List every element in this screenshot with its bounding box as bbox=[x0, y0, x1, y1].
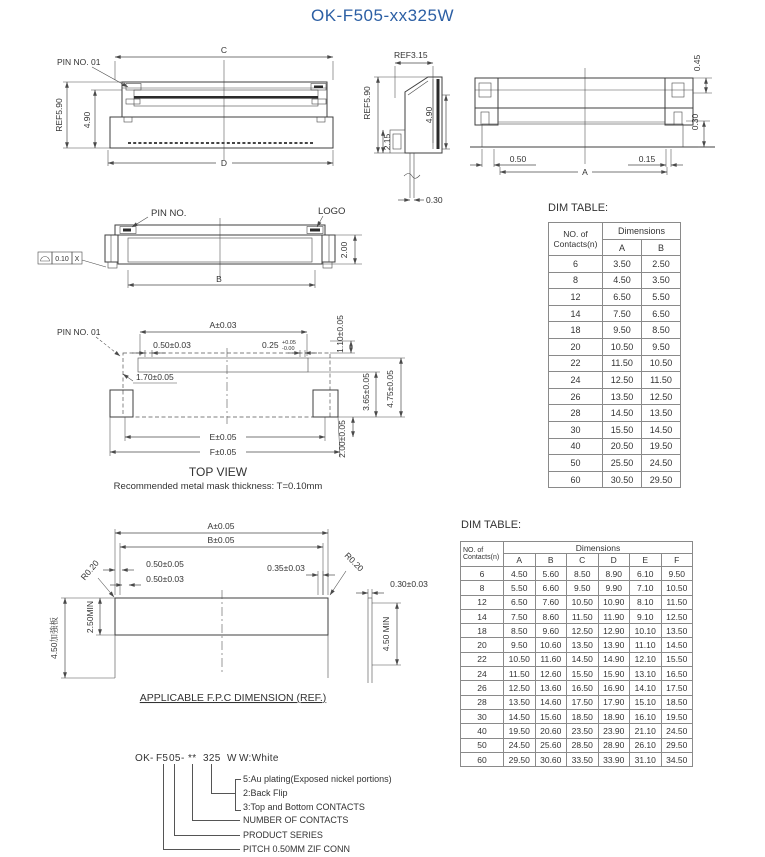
dim-label-030: 0.30 bbox=[426, 195, 443, 205]
table-cell: 4.50 bbox=[603, 272, 642, 289]
table-row bbox=[549, 289, 681, 306]
fpc-dimensions bbox=[49, 521, 428, 678]
pin-no-01-label: PIN NO. 01 bbox=[57, 57, 101, 67]
table-cell: 13.10 bbox=[630, 667, 662, 681]
bottom-view-dimensions bbox=[470, 54, 712, 177]
table-cell: 12.50 bbox=[504, 681, 536, 695]
table-cell: 50 bbox=[549, 455, 603, 472]
table-cell: 19.50 bbox=[661, 709, 693, 723]
table-cell: 8.90 bbox=[598, 567, 630, 581]
table-cell: 11.50 bbox=[603, 355, 642, 372]
front-view-dimensions bbox=[54, 45, 333, 168]
table-cell: 10.50 bbox=[567, 595, 599, 609]
bottom-view-drawing bbox=[470, 50, 765, 180]
table-row bbox=[461, 695, 693, 709]
top-view-body bbox=[110, 348, 338, 424]
table-cell: 9.50 bbox=[642, 338, 681, 355]
table-cell: 30 bbox=[461, 709, 504, 723]
table-cell: 9.50 bbox=[661, 567, 693, 581]
dim-label-025: 0.25 bbox=[262, 340, 279, 350]
column-header-b: B bbox=[535, 554, 567, 567]
pn-bracket bbox=[235, 779, 241, 811]
dim-label-215: 2.15 bbox=[382, 133, 392, 151]
table-cell: 24 bbox=[549, 372, 603, 389]
table-cell: 14.50 bbox=[504, 709, 536, 723]
table-cell: 25.60 bbox=[535, 738, 567, 752]
table-cell: 12 bbox=[549, 289, 603, 306]
dim-label-a: A bbox=[582, 167, 588, 177]
table-cell: 29.50 bbox=[504, 752, 536, 766]
dim-label-490: 4.90 bbox=[424, 106, 434, 124]
flatness-datum: X bbox=[74, 256, 80, 263]
top-view-captions bbox=[114, 465, 323, 492]
table-cell: 14.90 bbox=[598, 652, 630, 666]
dim-label-a: A±0.05 bbox=[207, 521, 235, 531]
table-cell: 10.60 bbox=[535, 638, 567, 652]
pn-callout-backflip: 2:Back Flip bbox=[243, 788, 288, 798]
table-cell: 19.50 bbox=[642, 438, 681, 455]
dim-label-030: 0.30±0.03 bbox=[390, 579, 428, 589]
table-cell: 12.50 bbox=[642, 388, 681, 405]
dim-table-1 bbox=[548, 222, 681, 488]
table-cell: 10.90 bbox=[598, 595, 630, 609]
column-header-c: C bbox=[567, 554, 599, 567]
table-row bbox=[549, 438, 681, 455]
dim-label-050a: 0.50±0.05 bbox=[146, 559, 184, 569]
table-cell: 6.10 bbox=[630, 567, 662, 581]
table-cell: 28.90 bbox=[598, 738, 630, 752]
table-cell: 8 bbox=[549, 272, 603, 289]
table-cell: 15.50 bbox=[567, 667, 599, 681]
dim-label-ref590: REF5.90 bbox=[54, 98, 64, 132]
table-cell: 15.90 bbox=[598, 667, 630, 681]
table-cell: 11.60 bbox=[535, 652, 567, 666]
table-cell: 33.90 bbox=[598, 752, 630, 766]
pn-segment-325: 325 bbox=[203, 753, 221, 764]
table-row bbox=[549, 355, 681, 372]
table-row bbox=[549, 471, 681, 488]
table-row bbox=[461, 595, 693, 609]
pn-color-note: W:White bbox=[239, 753, 279, 764]
table-row bbox=[461, 752, 693, 766]
dim-label-365: 3.65±0.05 bbox=[361, 373, 371, 411]
table-cell: 60 bbox=[549, 471, 603, 488]
contacts-header-line1: NO. of bbox=[563, 229, 588, 239]
dim-label-030: 0.30 bbox=[690, 113, 700, 131]
table-row bbox=[461, 581, 693, 595]
flatness-callout bbox=[38, 252, 106, 267]
top-view-drawing bbox=[40, 312, 415, 492]
table-cell: 17.50 bbox=[661, 681, 693, 695]
rear-view-drawing bbox=[30, 200, 375, 300]
table-cell: 13.50 bbox=[603, 388, 642, 405]
table-cell: 11.50 bbox=[661, 595, 693, 609]
table-cell: 30 bbox=[549, 421, 603, 438]
table-cell: 50 bbox=[461, 738, 504, 752]
table-cell: 23.50 bbox=[567, 724, 599, 738]
bottom-view-body bbox=[470, 68, 715, 164]
table-cell: 22 bbox=[461, 652, 504, 666]
table-row bbox=[549, 421, 681, 438]
table-cell: 3.50 bbox=[642, 272, 681, 289]
dim-label-c: C bbox=[220, 45, 228, 55]
table-row bbox=[461, 724, 693, 738]
table-cell: 18.90 bbox=[598, 709, 630, 723]
table-cell: 25.50 bbox=[603, 455, 642, 472]
table-cell: 14.50 bbox=[661, 638, 693, 652]
table-cell: 8.60 bbox=[535, 609, 567, 623]
table-cell: 13.90 bbox=[598, 638, 630, 652]
page-title: OK-F505-xx325W bbox=[310, 6, 455, 25]
table-cell: 14.50 bbox=[642, 421, 681, 438]
table-cell: 18.50 bbox=[661, 695, 693, 709]
pn-callout-pitch: PITCH 0.50MM ZIF CONN bbox=[243, 844, 351, 854]
pn-segment-prefix: OK- bbox=[135, 753, 154, 764]
table-cell: 12.90 bbox=[598, 624, 630, 638]
table-cell: 30.60 bbox=[535, 752, 567, 766]
table-cell: 24.50 bbox=[642, 455, 681, 472]
table-cell: 12 bbox=[461, 595, 504, 609]
group-header-dimensions: Dimensions bbox=[504, 542, 693, 554]
table-cell: 11.50 bbox=[567, 609, 599, 623]
table-cell: 24 bbox=[461, 667, 504, 681]
table-cell: 9.50 bbox=[504, 638, 536, 652]
table-row bbox=[549, 455, 681, 472]
table-row bbox=[461, 681, 693, 695]
dim-label-a: A±0.03 bbox=[209, 320, 237, 330]
pn-leader-325 bbox=[211, 764, 236, 794]
table-cell: 6.60 bbox=[535, 581, 567, 595]
table-cell: 18 bbox=[461, 624, 504, 638]
dim-label-025-tol-plus: +0.05 bbox=[282, 340, 296, 346]
table-cell: 30.50 bbox=[603, 471, 642, 488]
pn-callout-number-of-contacts: NUMBER OF CONTACTS bbox=[243, 815, 349, 825]
table-cell: 13.50 bbox=[642, 405, 681, 422]
rear-view-body bbox=[105, 218, 335, 278]
table-cell: 14.50 bbox=[567, 652, 599, 666]
table-cell: 28 bbox=[461, 695, 504, 709]
table-cell: 6 bbox=[549, 256, 603, 273]
table-cell: 20 bbox=[461, 638, 504, 652]
contacts-header-line1: NO. of bbox=[463, 547, 484, 554]
table-cell: 19.50 bbox=[504, 724, 536, 738]
dim-label-050: 0.50 bbox=[509, 154, 527, 164]
table-cell: 15.50 bbox=[661, 652, 693, 666]
pn-segment-dash: - bbox=[181, 753, 185, 764]
table-row bbox=[461, 567, 693, 581]
table-cell: 8 bbox=[461, 581, 504, 595]
dim-label-ref315: REF3.15 bbox=[394, 50, 428, 60]
table-cell: 60 bbox=[461, 752, 504, 766]
contacts-header-line2: Contacts(n) bbox=[463, 554, 500, 561]
contacts-header-line2: Contacts(n) bbox=[553, 239, 598, 249]
table-cell: 9.50 bbox=[567, 581, 599, 595]
dim-label-f: F±0.05 bbox=[209, 447, 237, 457]
table-cell: 29.50 bbox=[642, 471, 681, 488]
table-cell: 20.50 bbox=[603, 438, 642, 455]
dim-table-2 bbox=[460, 541, 693, 767]
table-cell: 20.60 bbox=[535, 724, 567, 738]
table-cell: 16.50 bbox=[567, 681, 599, 695]
table-row bbox=[461, 609, 693, 623]
table-cell: 3.50 bbox=[603, 256, 642, 273]
column-header-a: A bbox=[504, 554, 536, 567]
fpc-body bbox=[115, 590, 372, 683]
table-cell: 14.60 bbox=[535, 695, 567, 709]
dim-label-250min: 2.50MIN bbox=[85, 600, 95, 634]
pin-no-01-label: PIN NO. 01 bbox=[57, 327, 101, 337]
top-view-dimensions bbox=[57, 315, 405, 458]
table-cell: 17.50 bbox=[567, 695, 599, 709]
table-cell: 5.50 bbox=[642, 289, 681, 306]
table-cell: 18 bbox=[549, 322, 603, 339]
table-cell: 7.10 bbox=[630, 581, 662, 595]
column-header-d: D bbox=[598, 554, 630, 567]
column-header-a: A bbox=[603, 240, 642, 256]
side-view-drawing bbox=[358, 48, 463, 213]
dim-label-475: 4.75±0.05 bbox=[385, 370, 395, 408]
radius-label-left: R0.20 bbox=[78, 558, 101, 582]
table-cell: 6.50 bbox=[642, 305, 681, 322]
logo-label: LOGO bbox=[318, 206, 346, 217]
column-header-contacts bbox=[549, 223, 603, 256]
rear-view-labels bbox=[132, 206, 345, 227]
table-cell: 10.50 bbox=[603, 338, 642, 355]
dim-table-2-heading: DIM TABLE: bbox=[461, 519, 522, 531]
table-cell: 14.50 bbox=[603, 405, 642, 422]
table-cell: 26 bbox=[549, 388, 603, 405]
table-row bbox=[549, 388, 681, 405]
dim-label-200: 2.00 bbox=[339, 241, 349, 259]
pn-callout-plating: 5:Au plating(Exposed nickel portions) bbox=[243, 774, 392, 784]
table-row bbox=[461, 624, 693, 638]
table-cell: 13.60 bbox=[535, 681, 567, 695]
table-cell: 12.50 bbox=[661, 609, 693, 623]
table-cell: 12.60 bbox=[535, 667, 567, 681]
pn-segment-contacts: ** bbox=[188, 753, 197, 764]
table-cell: 9.90 bbox=[598, 581, 630, 595]
table-row bbox=[461, 638, 693, 652]
table-cell: 14 bbox=[461, 609, 504, 623]
dim-label-035: 0.35±0.03 bbox=[267, 563, 305, 573]
table-row bbox=[461, 709, 693, 723]
table-cell: 11.50 bbox=[642, 372, 681, 389]
table-cell: 24.50 bbox=[504, 738, 536, 752]
table-cell: 11.90 bbox=[598, 609, 630, 623]
table-cell: 6.50 bbox=[504, 595, 536, 609]
column-header-b: B bbox=[642, 240, 681, 256]
dim-label-ref590: REF5.90 bbox=[362, 86, 372, 120]
dim-table-1-heading: DIM TABLE: bbox=[548, 202, 609, 214]
pn-segment-color: W bbox=[227, 753, 237, 764]
table-cell: 40 bbox=[461, 724, 504, 738]
table-row bbox=[549, 405, 681, 422]
table-cell: 13.50 bbox=[567, 638, 599, 652]
dim-label-200: 2.00±0.05 bbox=[337, 420, 347, 458]
table-cell: 28.50 bbox=[567, 738, 599, 752]
table-cell: 21.10 bbox=[630, 724, 662, 738]
table-cell: 34.50 bbox=[661, 752, 693, 766]
table-cell: 10.50 bbox=[661, 581, 693, 595]
flatness-icon bbox=[41, 257, 50, 262]
table-cell: 7.50 bbox=[504, 609, 536, 623]
table-cell: 22 bbox=[549, 355, 603, 372]
front-view-drawing bbox=[40, 42, 350, 177]
table-row bbox=[549, 372, 681, 389]
table-cell: 11.50 bbox=[504, 667, 536, 681]
table-cell: 5.60 bbox=[535, 567, 567, 581]
dim-label-450min: 4.50 MIN bbox=[381, 616, 391, 652]
dim-label-050b: 0.50±0.03 bbox=[146, 574, 184, 584]
table-cell: 31.10 bbox=[630, 752, 662, 766]
dim-label-110: 1.10±0.05 bbox=[335, 315, 345, 353]
pn-segment-series-code: F5 bbox=[156, 753, 169, 764]
table-cell: 20 bbox=[549, 338, 603, 355]
stiffener-label: 4.50加強板 bbox=[49, 616, 59, 660]
table-cell: 10.50 bbox=[642, 355, 681, 372]
table-cell: 40 bbox=[549, 438, 603, 455]
group-header-dimensions: Dimensions bbox=[603, 223, 681, 240]
table-row bbox=[549, 338, 681, 355]
pn-callout-contacts-style: 3:Top and Bottom CONTACTS bbox=[243, 802, 365, 812]
table-cell: 8.50 bbox=[642, 322, 681, 339]
table-cell: 12.50 bbox=[603, 372, 642, 389]
dim-label-b: B bbox=[216, 274, 222, 284]
table-cell: 33.50 bbox=[567, 752, 599, 766]
dim-label-b: B±0.05 bbox=[207, 535, 235, 545]
table-row bbox=[549, 272, 681, 289]
flatness-value: 0.10 bbox=[55, 256, 69, 263]
dim-label-170: 1.70±0.05 bbox=[136, 372, 174, 382]
pin-no-label: PIN NO. bbox=[151, 208, 187, 219]
table-cell: 12.10 bbox=[630, 652, 662, 666]
dim-label-015: 0.15 bbox=[638, 154, 656, 164]
fpc-caption: APPLICABLE F.P.C DIMENSION (REF.) bbox=[139, 692, 327, 704]
table-cell: 17.90 bbox=[598, 695, 630, 709]
dim-label-490: 4.90 bbox=[82, 111, 92, 129]
table-cell: 9.10 bbox=[630, 609, 662, 623]
table-row bbox=[549, 256, 681, 273]
table-cell: 16.10 bbox=[630, 709, 662, 723]
table-cell: 13.50 bbox=[504, 695, 536, 709]
table-cell: 14.10 bbox=[630, 681, 662, 695]
table-row bbox=[549, 322, 681, 339]
table-cell: 24.50 bbox=[661, 724, 693, 738]
table-cell: 7.60 bbox=[535, 595, 567, 609]
table-cell: 9.60 bbox=[535, 624, 567, 638]
table-cell: 26.10 bbox=[630, 738, 662, 752]
table-cell: 26 bbox=[461, 681, 504, 695]
dim-label-045: 0.45 bbox=[692, 54, 702, 72]
table-row bbox=[549, 305, 681, 322]
table-cell: 15.50 bbox=[603, 421, 642, 438]
table-cell: 8.10 bbox=[630, 595, 662, 609]
table-cell: 28 bbox=[549, 405, 603, 422]
table-cell: 6.50 bbox=[603, 289, 642, 306]
table-cell: 2.50 bbox=[642, 256, 681, 273]
fpc-view-drawing bbox=[35, 515, 460, 710]
side-view-body bbox=[390, 77, 442, 198]
front-view-body bbox=[110, 60, 333, 160]
table-cell: 16.50 bbox=[661, 667, 693, 681]
table-cell: 11.10 bbox=[630, 638, 662, 652]
radius-label-right: R0.20 bbox=[342, 550, 366, 574]
dim-label-e: E±0.05 bbox=[209, 432, 237, 442]
column-header-f: F bbox=[661, 554, 693, 567]
pn-segment-product: 05 bbox=[169, 753, 181, 764]
table-cell: 23.90 bbox=[598, 724, 630, 738]
pn-callout-product-series: PRODUCT SERIES bbox=[243, 830, 323, 840]
table-cell: 18.50 bbox=[567, 709, 599, 723]
table-cell: 12.50 bbox=[567, 624, 599, 638]
table-cell: 7.50 bbox=[603, 305, 642, 322]
table-row bbox=[461, 738, 693, 752]
top-view-caption: TOP VIEW bbox=[188, 465, 248, 479]
table-cell: 8.50 bbox=[504, 624, 536, 638]
table-cell: 10.10 bbox=[630, 624, 662, 638]
column-header-contacts bbox=[461, 542, 504, 567]
table-cell: 5.50 bbox=[504, 581, 536, 595]
table-cell: 6 bbox=[461, 567, 504, 581]
table-cell: 9.50 bbox=[603, 322, 642, 339]
table-row bbox=[461, 652, 693, 666]
table-cell: 13.50 bbox=[661, 624, 693, 638]
table-cell: 8.50 bbox=[567, 567, 599, 581]
table-row bbox=[461, 667, 693, 681]
dim-label-025-tol-minus: -0.00 bbox=[282, 346, 295, 352]
table-cell: 15.10 bbox=[630, 695, 662, 709]
table-cell: 29.50 bbox=[661, 738, 693, 752]
top-view-note: Recommended metal mask thickness: T=0.10mm bbox=[113, 481, 323, 492]
column-header-e: E bbox=[630, 554, 662, 567]
table-cell: 16.90 bbox=[598, 681, 630, 695]
table-cell: 10.50 bbox=[504, 652, 536, 666]
dim-label-pitch: 0.50±0.03 bbox=[153, 340, 191, 350]
table-cell: 14 bbox=[549, 305, 603, 322]
table-cell: 4.50 bbox=[504, 567, 536, 581]
dim-label-d: D bbox=[220, 158, 228, 168]
table-cell: 15.60 bbox=[535, 709, 567, 723]
